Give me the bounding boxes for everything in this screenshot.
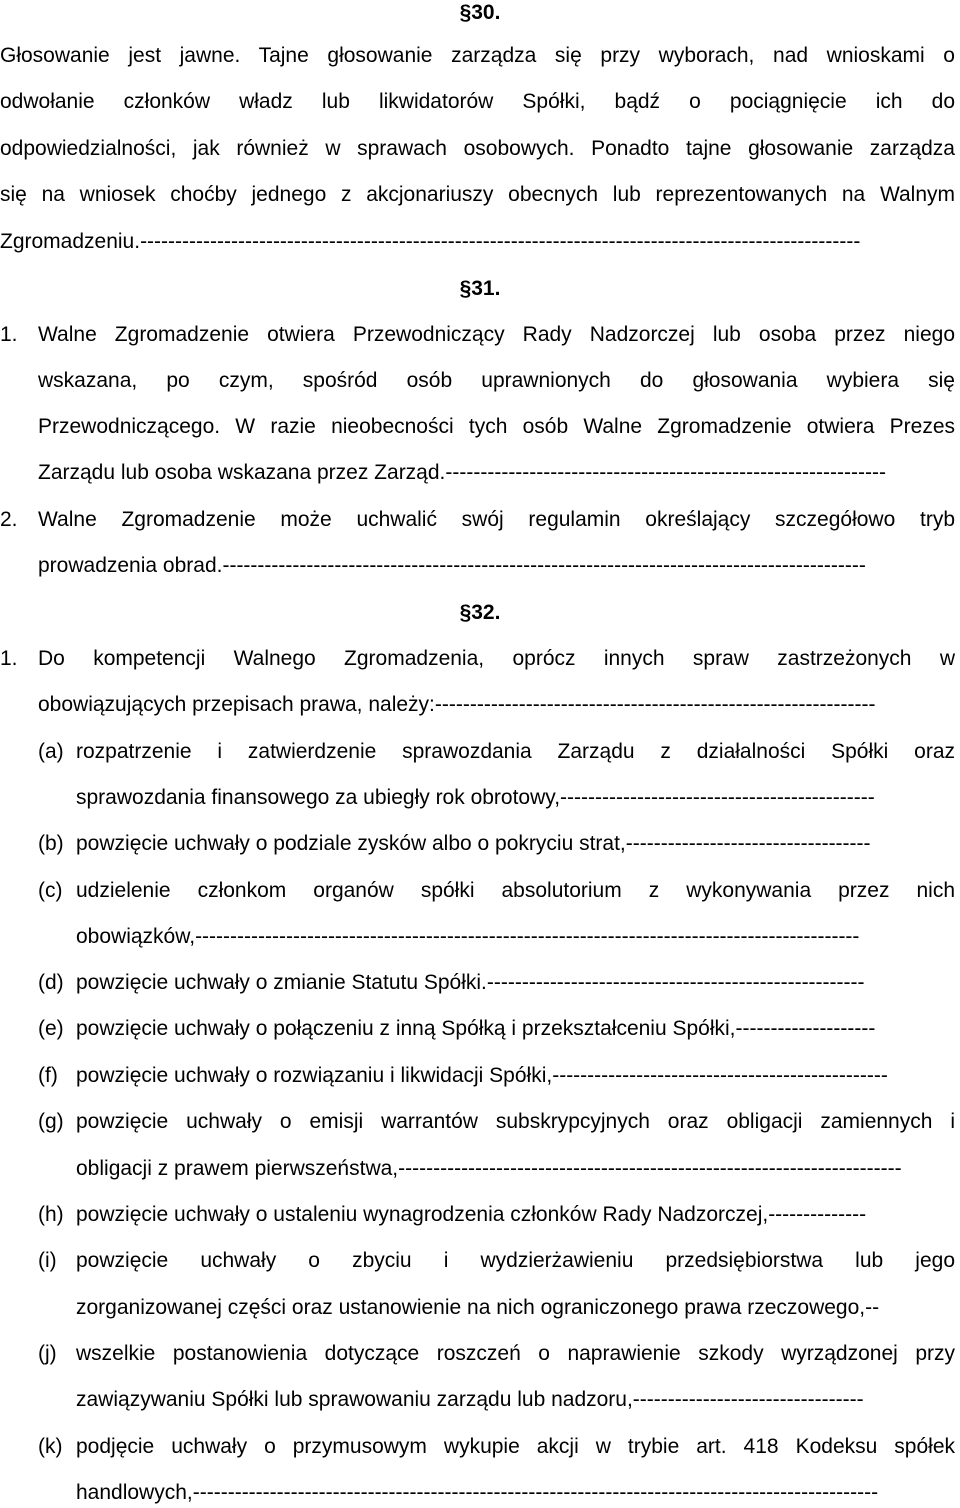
item-j-line-1: wszelkie postanowienia dotyczące roszczeń o naprawienie szkody wyrządzonej przy bbox=[76, 1342, 955, 1365]
s32-p1-line-2: obowiązujących przepisach prawa, należy:--------------------------------------------------------------- bbox=[38, 693, 876, 716]
item-j-label: (j) bbox=[38, 1342, 57, 1365]
item-g-label: (g) bbox=[38, 1110, 64, 1133]
item-k-label: (k) bbox=[38, 1435, 63, 1458]
item-c-line-2: obowiązków,----------------------------------------------------------------------------------------------- bbox=[76, 925, 860, 948]
section-32-heading: §32. bbox=[459, 601, 501, 624]
s31-p1-line-1: Walne Zgromadzenie otwiera Przewodniczący Rady Nadzorczej lub osoba przez niego bbox=[38, 323, 955, 346]
s31-p1-line-4: Zarządu lub osoba wskazana przez Zarząd.--------------------------------------------------------------- bbox=[38, 461, 886, 484]
s30-line-5: Zgromadzeniu.------------------------------------------------------------------------------------------------------- bbox=[0, 230, 861, 253]
s31-p2-line-1: Walne Zgromadzenie może uchwalić swój regulamin określający szczegółowo tryb bbox=[38, 508, 955, 531]
item-h-label: (h) bbox=[38, 1203, 64, 1226]
item-j-line-2: zawiązywaniu Spółki lub sprawowaniu zarządu lub nadzoru,--------------------------------- bbox=[76, 1388, 864, 1411]
item-e-label: (e) bbox=[38, 1017, 64, 1040]
item-k-line-1: podjęcie uchwały o przymusowym wykupie akcji w trybie art. 418 Kodeksu spółek bbox=[76, 1435, 955, 1458]
section-31-heading: §31. bbox=[459, 277, 501, 300]
item-b-line-1: powzięcie uchwały o podziale zysków albo o pokryciu strat,----------------------------------- bbox=[76, 832, 871, 855]
s31-p2-line-2: prowadzenia obrad.-------------------------------------------------------------------------------------------- bbox=[38, 554, 866, 577]
s31-p1-line-3: Przewodniczącego. W razie nieobecności tych osób Walne Zgromadzenie otwiera Prezes bbox=[38, 415, 955, 438]
item-i-line-2: zorganizowanej części oraz ustanowienie na nich ograniczonego prawa rzeczowego,-- bbox=[76, 1296, 880, 1319]
s30-line-3: odpowiedzialności, jak również w sprawach osobowych. Ponadto tajne głosowanie zarządza bbox=[0, 137, 955, 160]
s32-p1-line-1: Do kompetencji Walnego Zgromadzenia, oprócz innych spraw zastrzeżonych w bbox=[38, 647, 955, 670]
item-a-line-2: sprawozdania finansowego za ubiegły rok obrotowy,--------------------------------------------- bbox=[76, 786, 875, 809]
item-g-line-2: obligacji z prawem pierwszeństwa,------------------------------------------------------------------------ bbox=[76, 1157, 902, 1180]
item-h-line-1: powzięcie uchwały o ustaleniu wynagrodzenia członków Rady Nadzorczej,-------------- bbox=[76, 1203, 867, 1226]
s31-point-1-number: 1. bbox=[0, 323, 18, 346]
s30-line-1: Głosowanie jest jawne. Tajne głosowanie zarządza się przy wyborach, nad wnioskami o bbox=[0, 44, 955, 67]
s32-point-1-number: 1. bbox=[0, 647, 18, 670]
item-a-line-1: rozpatrzenie i zatwierdzenie sprawozdania Zarządu z działalności Spółki oraz bbox=[76, 740, 955, 763]
item-b-label: (b) bbox=[38, 832, 64, 855]
section-30-heading: §30. bbox=[459, 1, 501, 24]
item-i-line-1: powzięcie uchwały o zbyciu i wydzierżawieniu przedsiębiorstwa lub jego bbox=[76, 1249, 955, 1272]
s30-line-4: się na wniosek choćby jednego z akcjonariuszy obecnych lub reprezentowanych na Walnym bbox=[0, 183, 955, 206]
item-k-line-2: handlowych,-------------------------------------------------------------------------------------------------- bbox=[76, 1481, 879, 1504]
item-c-line-1: udzielenie członkom organów spółki absolutorium z wykonywania przez nich bbox=[76, 879, 955, 902]
item-c-label: (c) bbox=[38, 879, 63, 902]
item-i-label: (i) bbox=[38, 1249, 57, 1272]
item-a-label: (a) bbox=[38, 740, 64, 763]
item-f-line-1: powzięcie uchwały o rozwiązaniu i likwidacji Spółki,------------------------------------------------ bbox=[76, 1064, 888, 1087]
s31-p1-line-2: wskazana, po czym, spośród osób uprawnionych do głosowania wybiera się bbox=[38, 369, 955, 392]
s30-line-2: odwołanie członków władz lub likwidatorów Spółki, bądź o pociągnięcie ich do bbox=[0, 90, 955, 113]
item-d-label: (d) bbox=[38, 971, 64, 994]
item-f-label: (f) bbox=[38, 1064, 58, 1087]
s31-point-2-number: 2. bbox=[0, 508, 18, 531]
item-d-line-1: powzięcie uchwały o zmianie Statutu Spółki.------------------------------------------------------ bbox=[76, 971, 865, 994]
item-e-line-1: powzięcie uchwały o połączeniu z inną Spółką i przekształceniu Spółki,-------------------- bbox=[76, 1017, 876, 1040]
item-g-line-1: powzięcie uchwały o emisji warrantów subskrypcyjnych oraz obligacji zamiennych i bbox=[76, 1110, 955, 1133]
